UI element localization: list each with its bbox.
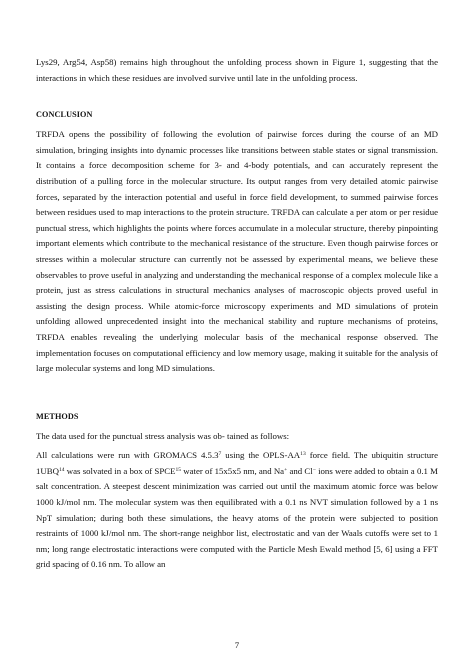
paper-page — [36, 55, 438, 573]
ion-charge-superscript: − — [312, 466, 316, 473]
methods-text-5: water of 15x5x5 nm, and Na — [181, 465, 285, 476]
ion-charge-superscript: + — [284, 466, 288, 473]
methods-intro-paragraph: The data used for the punctual stress analysis was ob- tained as follows: — [36, 430, 290, 441]
methods-paragraph — [36, 448, 438, 573]
methods-heading: METHODS — [36, 411, 79, 421]
methods-text-3: force field. The ubiquitin structure 1UBQ — [36, 450, 438, 476]
reference-superscript: 14 — [58, 466, 65, 473]
reference-superscript: 7 — [218, 451, 222, 458]
methods-text-7: ions were added to obtain a 0.1 M salt concentration. A steepest descent minimization was carried out until the maximum atomic force was below 1000 kJ/mol nm. The molecular system was then equilibrated with a 0.1 ns NVT simulation followed by a 1 ns NpT simulation; during both these simulations, the heavy atoms of the protein were subjected to position restraints of 1000 kJ/mol nm. The short-range neighbor list, electrostatic and van der Waals cutoffs were set to 1 nm; long range electrostatic interactions were computed with the Particle Mesh Ewald method [5, 6] using a FFT grid spacing of 0.16 nm. To allow an — [36, 465, 438, 570]
page-number: 7 — [234, 640, 240, 650]
reference-superscript: 13 — [300, 451, 306, 458]
methods-text-1: All calculations were run with GROMACS 4.5.3 — [36, 450, 219, 461]
methods-text-2: using the OPLS-AA — [221, 450, 301, 461]
conclusion-paragraph: TRFDA opens the possibility of following the evolution of pairwise forces during the course of an MD simulation, bringing insights into dynamic processes like transitions between stable states or signal transmission. It contains a force decomposition scheme for 3- and 4-body potentials, and can accurately represent the distribution of a pulling force in the molecular structure. Its output ranges from very detailed atomic pairwise forces, separated by the interaction potential and useful in force field development, to summed pairwise forces between residues used to map interactions to the protein structure. TRFDA can calculate a per atom or per residue punctual stress, which highlights the points where forces accumulate in a molecular structure, thereby pinpointing important elements which contribute to the mechanical resistance of the structure. Even though pairwise forces or stresses within a molecular structure can currently not be assessed by experimental means, we believe these observables to prove useful in analyzing and understanding the mechanical response of a complex molecule like a protein, just as stress calculations in structural mechanics analyses of macroscopic objects proved useful in assisting the design process. While atomic-force microscopy experiments and MD simulations of protein unfolding allowed unprecedented insight into the mechanical stability and rupture mechanisms of proteins, TRFDA enables revealing the underlying molecular basis of the mechanical response observed. The implementation focuses on computational efficiency and low memory usage, making it suitable for the analysis of large molecular systems and long MD simulations. — [36, 129, 438, 374]
reference-superscript: 15 — [175, 466, 182, 473]
methods-text-4: was solvated in a box of SPCE — [64, 465, 176, 476]
methods-text-6: and Cl — [287, 465, 313, 476]
conclusion-heading: CONCLUSION — [36, 110, 93, 120]
intro-paragraph: Lys29, Arg54, Asp58) remains high throughout the unfolding process shown in Figure 1, suggesting that the interactions in which these residues are involved survive until late in the unfolding process. — [36, 57, 438, 83]
